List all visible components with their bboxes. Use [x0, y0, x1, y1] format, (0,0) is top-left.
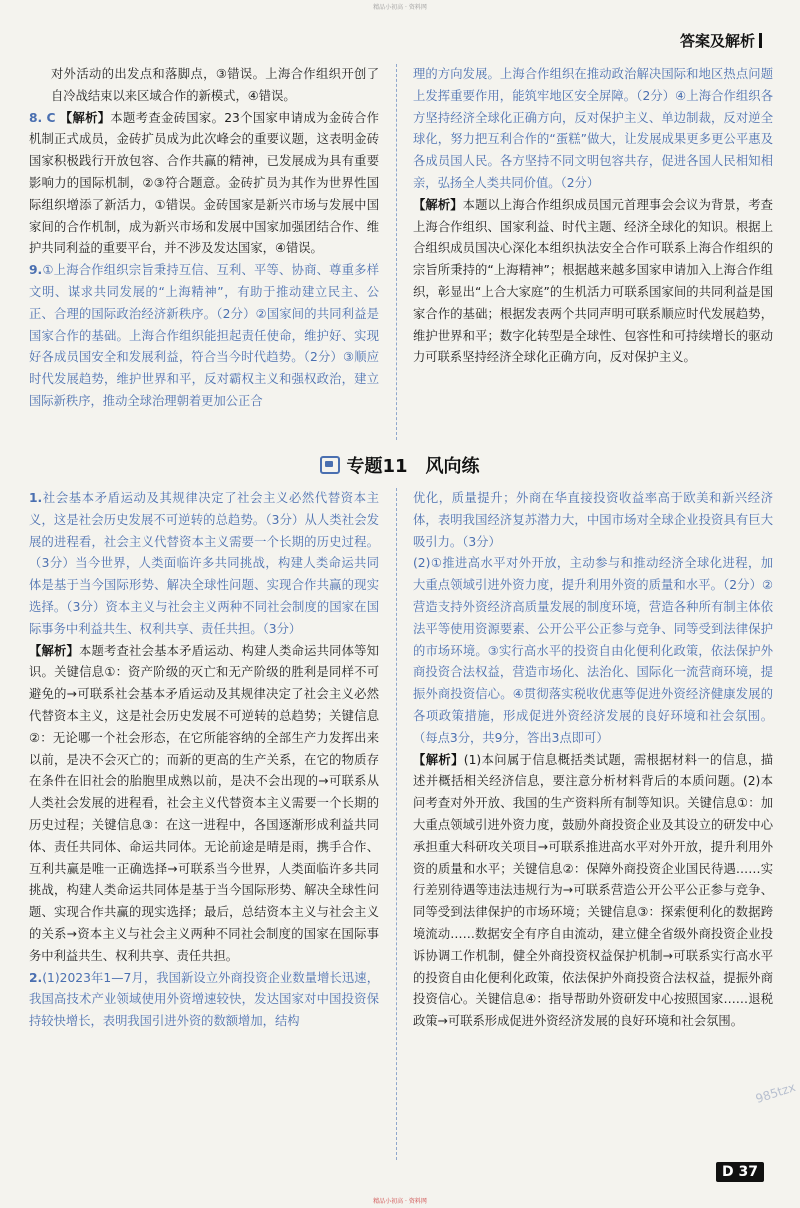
question-8	[29, 108, 379, 261]
question-2-number: 2.	[29, 970, 43, 985]
question-2-analysis-label: 【解析】	[413, 752, 464, 767]
header-title: 答案及解析	[679, 32, 755, 50]
question-1-analysis-label: 【解析】	[29, 643, 80, 658]
question-8-answer: C	[46, 110, 56, 125]
question-2-analysis	[413, 750, 773, 1033]
question-1-analysis-text: 本题考查社会基本矛盾运动、构建人类命运共同体等知识。关键信息①：资产阶级的灭亡和无产阶级的胜利是同样不可避免的→可联系社会基本矛盾运动及其规律决定了社会主义必然代替资本主义，这是社会历史发展不可逆转的总趋势；关键信息②：无论哪一个社会形态，在它所能容纳的全部生产力发挥出来以前，是决不会灭亡的；而新的更高的生产关系，在它的物质存在条件在旧社会的胎胞里成熟以前，是决不会出现的→可联系从人类社会发展的进程看，社会主义代替资本主义需要一个长期的历史过程；关键信息③：在这一进程中，各国逐渐形成利益共同体、责任共同体、命运共同体。无论前途是晴是雨，携手合作、互利共赢是唯一正确选择→可联系当今世界，人类面临许多共同挑战，构建人类命运共同体是基于当今国际形势、解决全球性问题、实现合作共赢的现实选择；最后，总结资本主义与社会主义的关系→资本主义与社会主义两种不同社会制度的国家在国际事务中利益共生、权利共享、责任共担。	[29, 643, 379, 963]
page-header	[680, 30, 762, 51]
watermark: 985tzx	[753, 1080, 798, 1106]
question-8-number: 8.	[29, 110, 43, 125]
question-9-analysis-label: 【解析】	[413, 197, 463, 212]
footer-source-note: 精品小初高 · 资料网	[373, 1198, 427, 1205]
section-title	[0, 452, 800, 478]
question-9-answer-continued: 理的方向发展。上海合作组织在推动政治解决国际和地区热点问题上发挥重要作用，能筑牢地区安全屏障。（2分）④上海合作组织各方坚持经济全球化正确方向，反对保护主义、单边制裁，反对逆全球化，努力把互利合作的“蛋糕”做大，让发展成果更多更公平惠及各成员国人民。各方坚持不同文明包容共存，促进各国人民相知相亲，弘扬全人类共同价值。（2分）	[413, 67, 773, 190]
section-title-text: 专题11 风向练	[346, 456, 480, 477]
bottom-left-column	[29, 488, 379, 1033]
section-icon	[320, 456, 340, 474]
continued-paragraph: 对外活动的出发点和落脚点，③错误。上海合作组织开创了自冷战结束以来区域合作的新模式，④错误。	[51, 67, 379, 103]
top-source-note: 精品小初高 · 资料网	[373, 4, 427, 11]
question-9-answer-text: ①上海合作组织宗旨秉持互信、互利、平等、协商、尊重多样文明、谋求共同发展的“上海精神”，有助于推动建立民主、公正、合理的国际政治经济新秩序。（2分）②国家间的共同利益是国家合作的基础。上海合作组织能担起责任使命，维护好、实现好各成员国安全和发展利益，符合当今时代趋势。（2分）③顺应时代发展趋势，维护世界和平，反对霸权主义和强权政治，建立国际新秩序，推动全球治理朝着更加公正合	[29, 263, 379, 408]
question-2-analysis-text: (1)本问属于信息概括类试题，需根据材料一的信息，描述并概括相关经济信息，要注意分析材料背后的本质问题。(2)本问考查对外开放、我国的生产资料所有制等知识。关键信息①：加大重点领域引进外资力度，鼓励外商投资企业及其设立的研发中心承担重大科研攻关项目→可联系推进高水平对外开放，提升利用外资的质量和水平；关键信息②：保障外商投资企业国民待遇……实行差别待遇等违法违规行为→可联系营造公开公平公正参与竞争、同等受到法律保护的市场环境；关键信息③：探索便利化的数据跨境流动……数据安全有序自由流动，建立健全省级外商投资企业投诉协调工作机制，健全外商投资权益保护机制→可联系实行高水平的投资自由化便利化政策，依法保护外商投资合法权益，提振外商投资信心。关键信息④：指导帮助外资研发中心按照国家……退税政策→可联系形成促进外资经济发展的良好环境和社会氛围。	[413, 752, 773, 1029]
question-9-analysis-text: 本题以上海合作组织成员国元首理事会会议为背景，考查上海合作组织、国家利益、时代主题、经济全球化的知识。根据上合组织成员国决心深化本组织执法安全合作可联系上海合作组织的宗旨所秉持的“上海精神”；根据越来越多国家申请加入上海合作组织，彰显出“上合大家庭”的生机活力可联系国家间的共同利益是国家合作的基础；根据发表两个共同声明可联系顺应时代发展趋势，维护世界和平；数字化转型是全球性、包容性和可持续增长的驱动力可联系坚持经济全球化正确方向，反对保护主义。	[413, 197, 773, 365]
question-8-analysis-label: 【解析】	[59, 110, 111, 125]
question-1-number: 1.	[29, 491, 43, 505]
column-divider-top	[396, 64, 397, 440]
question-2-part1-continued: 优化，质量提升；外商在华直接投资收益率高于欧美和新兴经济体，表明我国经济复苏潜力大，中国市场对全球企业投资具有巨大吸引力。（3分）	[413, 491, 773, 549]
top-left-column	[29, 64, 379, 413]
header-bar-icon	[759, 33, 762, 48]
question-2	[29, 968, 379, 1033]
bottom-right-column	[413, 488, 773, 1033]
question-8-analysis-text: 本题考查金砖国家。23个国家申请成为金砖合作机制正式成员，金砖扩员成为此次峰会的重要议题，这表明金砖国家积极践行开放包容、合作共赢的精神，已发展成为具有重要影响力的国际机制，②③符合题意。金砖扩员为其作为世界性国际组织增添了新活力，①错误。金砖国家是新兴市场与发展中国家间的合作机制，成为新兴市场和发展中国家加强团结合作、维护共同利益的重要平台，并不涉及发达国家，④错误。	[29, 110, 379, 256]
question-9-analysis	[413, 195, 773, 369]
question-1-analysis	[29, 641, 379, 968]
column-divider-bottom	[396, 488, 397, 1160]
question-9-number: 9.	[29, 263, 43, 278]
page-number: D 37	[716, 1162, 764, 1182]
question-2-part2: (2)①推进高水平对外开放，主动参与和推动经济全球化进程，加大重点领域引进外资力度，提升利用外资的质量和水平。（2分）②营造支持外资经济高质量发展的制度环境，营造各种所有制主体依法平等使用资源要素、公开公平公正参与竞争、同等受到法律保护的市场环境。③实行高水平的投资自由化便利化政策，依法保护外商投资合法权益，营造市场化、法治化、国际化一流营商环境，提振外商投资信心。④贯彻落实税收优惠等促进外资经济健康发展的各项政策措施，形成促进外资经济发展的良好环境和社会氛围。（每点3分，共9分，答出3点即可）	[413, 556, 773, 745]
question-1	[29, 488, 379, 641]
question-9	[29, 260, 379, 413]
question-2-answer-text: (1)2023年1—7月，我国新设立外商投资企业数量增长迅速，我国高技术产业领域使用外资增速较快，发达国家对中国投资保持较快增长，表明我国引进外资的数额增加，结构	[29, 970, 379, 1029]
top-right-column	[413, 64, 773, 369]
question-1-answer-text: 社会基本矛盾运动及其规律决定了社会主义必然代替资本主义，这是社会历史发展不可逆转的总趋势。（3分）从人类社会发展的进程看，社会主义代替资本主义需要一个长期的历史过程。（3分）当今世界，人类面临许多共同挑战，构建人类命运共同体是基于当今国际形势、解决全球性问题、实现合作共赢的现实选择。（3分）资本主义与社会主义两种不同社会制度的国家在国际事务中利益共生、权利共享、责任共担。（3分）	[29, 491, 379, 636]
